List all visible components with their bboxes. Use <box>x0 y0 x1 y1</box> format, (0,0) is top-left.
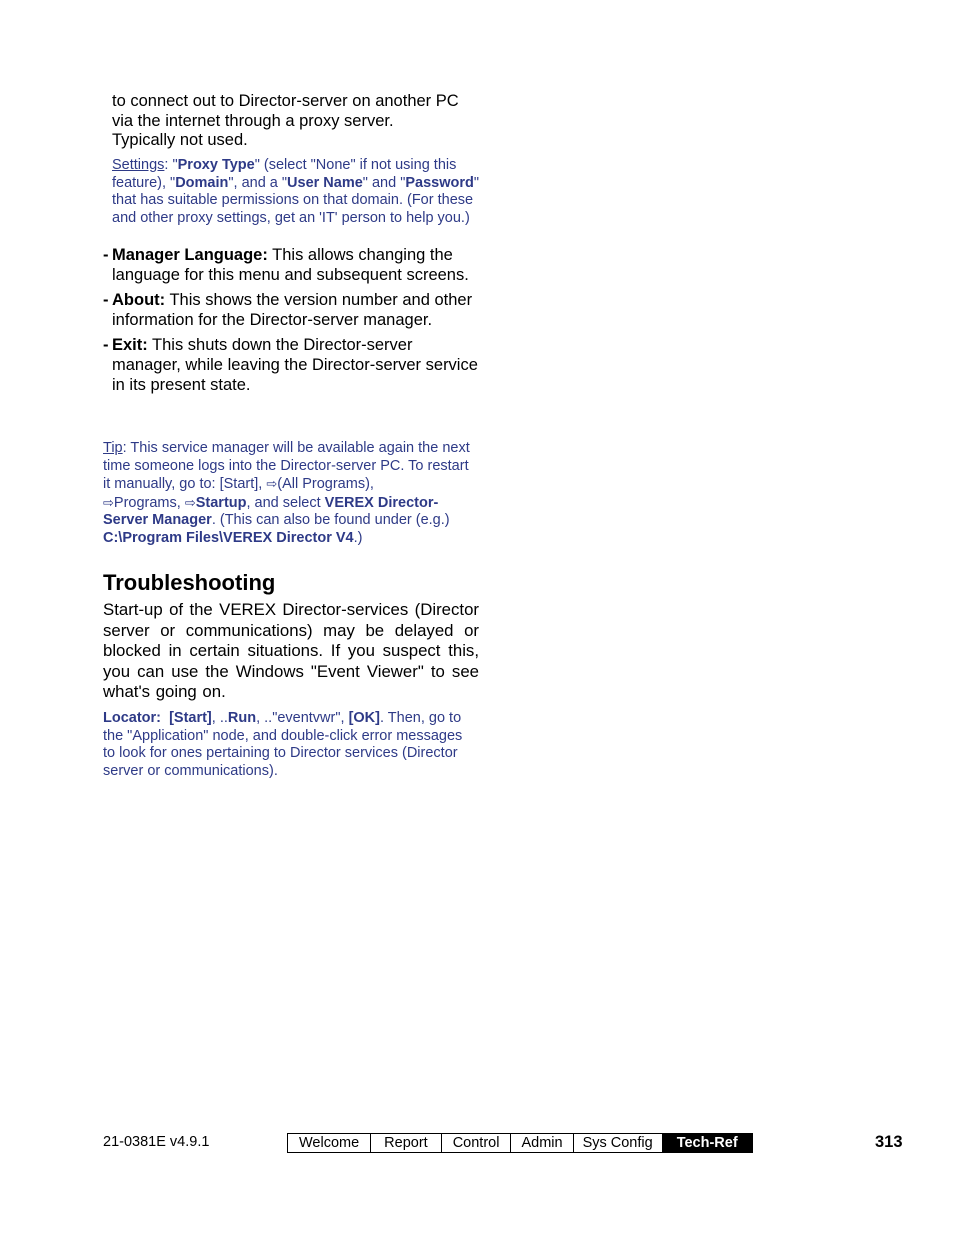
domain-term: Domain <box>175 174 229 191</box>
password-term: Password <box>405 174 474 191</box>
bullet-manager-language <box>103 246 481 285</box>
locator-text-3: . Then, go to the "Application" node, and double-click error messages to look for ones pertaining to Director services (Director server or communications). <box>103 710 463 779</box>
bullet-title: About: <box>112 291 166 310</box>
document-id: 21-0381E v4.9.1 <box>103 1134 210 1150</box>
tip-note <box>103 440 473 547</box>
arrow-icon: ⇨ <box>103 494 114 510</box>
bullet-about <box>103 291 481 330</box>
tip-verex-manager: VEREX Director-Server Manager <box>103 494 439 528</box>
tab-welcome[interactable]: Welcome <box>288 1134 371 1152</box>
troubleshooting-section <box>103 570 479 703</box>
troubleshooting-paragraph: Start-up of the VEREX Director-services (Director server or communications) may be delayed or blocked in certain situations. If you suspect this, you can use the Windows "Event Viewer" to see what's going on. <box>103 600 479 702</box>
bullet-dash: - <box>103 291 109 310</box>
bullet-dash: - <box>103 246 109 264</box>
tip-programs: Programs, <box>113 494 185 511</box>
tip-all-programs: (All Programs), <box>277 476 374 492</box>
arrow-icon: ⇨ <box>184 494 196 510</box>
tip-label: Tip <box>103 440 123 456</box>
bullet-text: This shuts down the Director-server manager, while leaving the Director-server service in its present state. <box>112 336 478 394</box>
tab-control[interactable]: Control <box>442 1134 512 1152</box>
bullet-exit <box>103 336 481 395</box>
section-heading: Troubleshooting <box>103 570 276 595</box>
locator-run: Run <box>227 710 257 726</box>
settings-text-5: " that has suitable permissions on that domain. (For these and other proxy settings, get an 'IT' person to help you.) <box>112 174 479 226</box>
bullet-title: Manager Language: <box>112 246 268 264</box>
settings-text-1: : " <box>164 157 178 173</box>
settings-text-2: " (select "None" if not using this feature), " <box>112 157 457 191</box>
intro-line-3: Typically not used. <box>112 131 248 150</box>
tab-tech-ref[interactable]: Tech-Ref <box>663 1134 752 1152</box>
settings-text-4: " and " <box>362 174 406 191</box>
user-name-term: User Name <box>287 174 363 191</box>
settings-text-3: ", and a " <box>228 174 288 191</box>
locator-note <box>103 710 473 780</box>
bullet-list <box>103 246 481 395</box>
settings-label: Settings <box>112 157 165 173</box>
arrow-icon: ⇨ <box>266 476 278 491</box>
intro-line-1: to connect out to Director-server on another PC <box>112 92 459 110</box>
tip-text-2: , and select <box>246 494 325 511</box>
intro-line-2: via the internet through a proxy server. <box>112 111 394 130</box>
tab-admin[interactable]: Admin <box>511 1134 573 1152</box>
intro-paragraph <box>103 92 479 151</box>
locator-label: Locator: <box>103 710 161 726</box>
proxy-type-term: Proxy Type <box>177 157 255 173</box>
tip-text-4: .) <box>353 529 363 546</box>
settings-note <box>112 157 484 227</box>
bullet-title: Exit: <box>112 336 148 355</box>
tip-startup: Startup <box>195 494 247 511</box>
tip-path: C:\Program Files\VEREX Director V4 <box>103 529 354 546</box>
locator-text-1: , .. <box>211 710 228 726</box>
tip-text-3: . (This can also be found under (e.g.) <box>211 512 450 528</box>
tip-text-1: : This service manager will be available again the next time someone logs into the Director-server PC. To restart it manually, go to: [Start], <box>103 440 470 492</box>
bullet-text: This shows the version number and other information for the Director-server manager. <box>112 291 473 329</box>
bullet-text: This allows changing the language for this menu and subsequent screens. <box>112 246 469 284</box>
locator-text-2: , .."eventvwr", <box>256 710 349 726</box>
locator-start: [Start] <box>169 710 212 726</box>
page-number: 313 <box>875 1133 903 1151</box>
footer-nav-tabs <box>287 1133 753 1153</box>
bullet-dash: - <box>103 336 109 355</box>
tab-report[interactable]: Report <box>371 1134 442 1152</box>
tab-sys-config[interactable]: Sys Config <box>574 1134 663 1152</box>
locator-ok: [OK] <box>348 710 380 726</box>
